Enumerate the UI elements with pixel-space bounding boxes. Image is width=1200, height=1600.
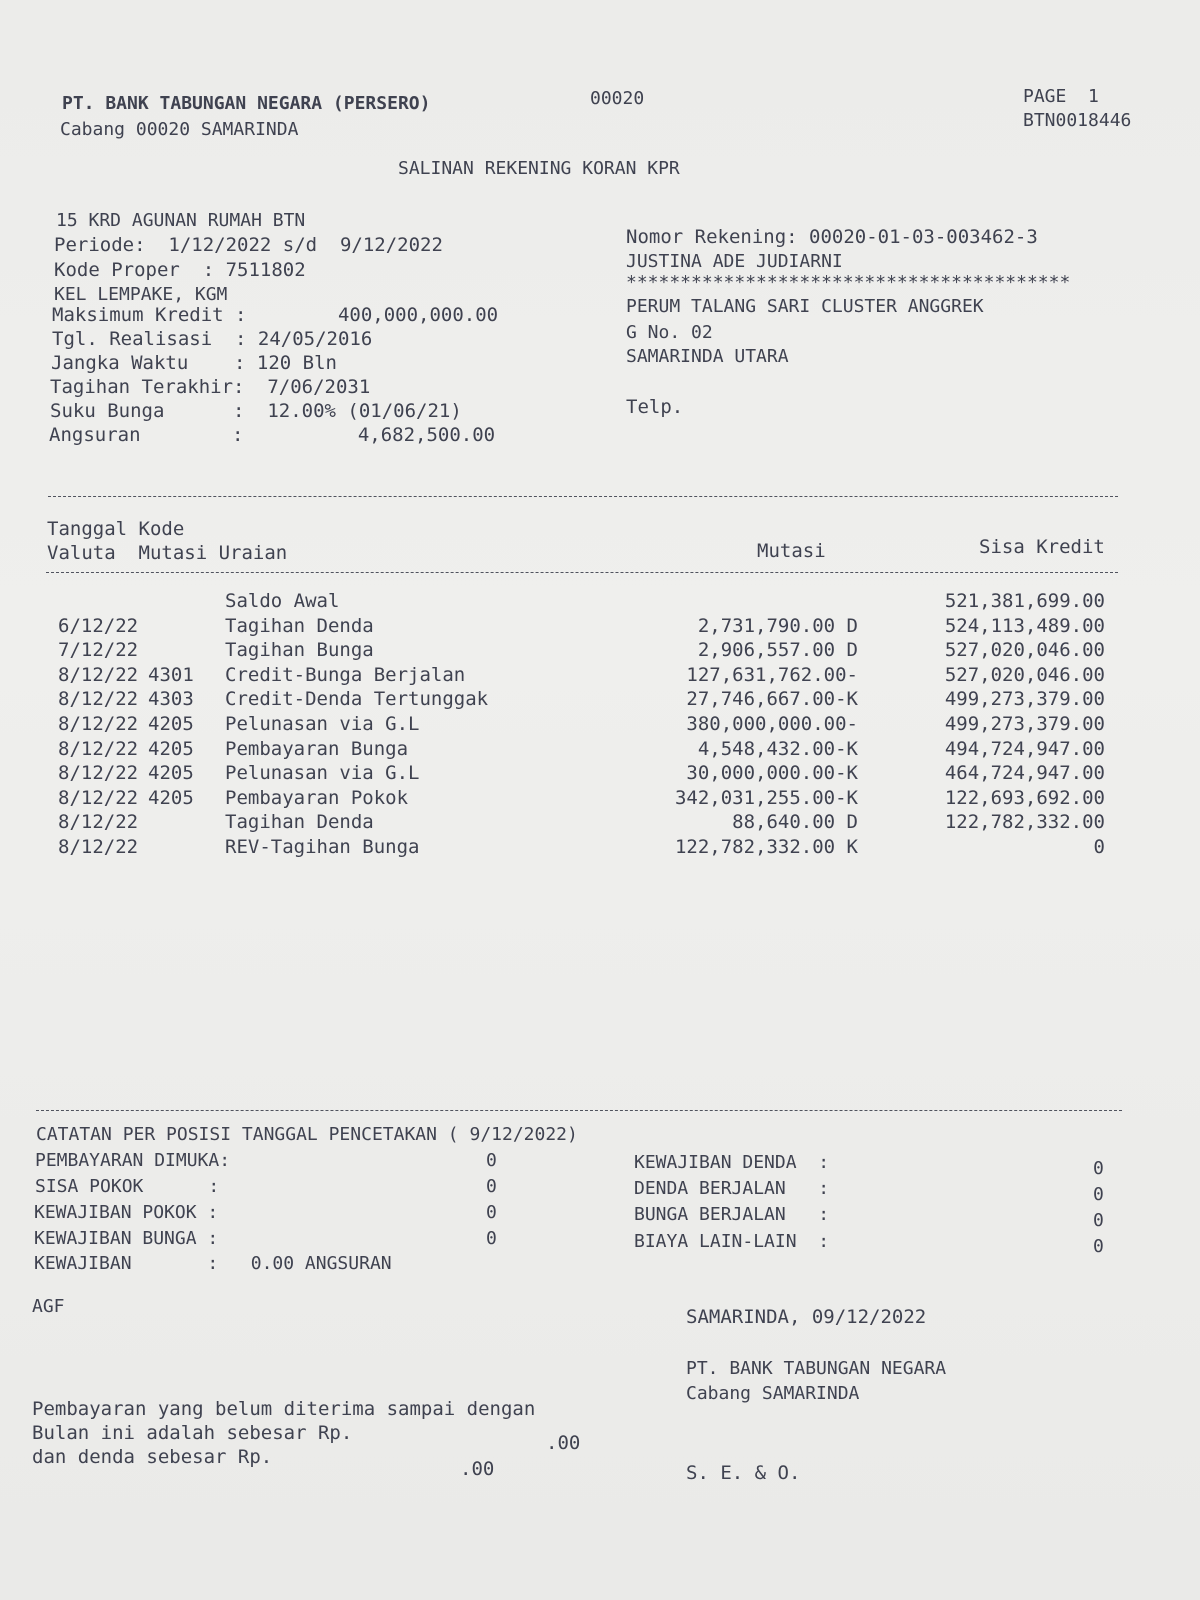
note-value: 0	[1093, 1184, 1104, 1205]
account-number: Nomor Rekening: 00020-01-03-003462-3	[626, 226, 1038, 248]
phone-label: Telp.	[626, 396, 684, 418]
row-date: 8/12/22	[58, 762, 139, 785]
note-label: DENDA BERJALAN :	[634, 1178, 830, 1199]
row-mutasi: 88,640.00 D	[732, 811, 858, 834]
row-sisa-kredit: 499,273,379.00	[944, 713, 1105, 735]
row-date: 8/12/22	[58, 688, 139, 711]
seo-mark: S. E. & O.	[686, 1462, 801, 1484]
note-label: KEWAJIBAN BUNGA :	[34, 1228, 219, 1249]
row-mutasi: 127,631,762.00-	[686, 663, 858, 686]
info-line: Maksimum Kredit : 400,000,000.00	[52, 304, 499, 326]
note-label: KEWAJIBAN DENDA :	[634, 1152, 830, 1173]
info-line: 15 KRD AGUNAN RUMAH BTN	[56, 210, 306, 231]
note-label: PEMBAYARAN DIMUKA:	[35, 1150, 231, 1171]
row-description: Credit-Bunga Berjalan	[225, 663, 466, 686]
column-header: Tanggal Kode	[47, 518, 185, 540]
info-line: Suku Bunga : 12.00% (01/06/21)	[50, 400, 462, 422]
row-sisa-kredit: 521,381,699.00	[944, 590, 1105, 612]
divider	[48, 496, 1118, 497]
note-label: BIAYA LAIN-LAIN :	[634, 1231, 830, 1252]
table-row	[0, 713, 1200, 738]
address-line: G No. 02	[626, 322, 713, 343]
table-row	[0, 787, 1200, 812]
row-date: 8/12/22	[58, 713, 139, 735]
masked-line: *****************************************	[626, 272, 1071, 293]
column-header: Valuta Mutasi Uraian	[47, 542, 288, 564]
note-label: SISA POKOK :	[35, 1176, 220, 1197]
unpaid-line: Pembayaran yang belum diterima sampai dengan	[32, 1398, 536, 1420]
info-line: Periode: 1/12/2022 s/d 9/12/2022	[54, 234, 443, 256]
initials: AGF	[32, 1296, 65, 1317]
row-sisa-kredit: 527,020,046.00	[944, 663, 1105, 686]
notes-title: CATATAN PER POSISI TANGGAL PENCETAKAN ( 9/12/2022)	[36, 1124, 578, 1145]
divider	[36, 1110, 1122, 1111]
row-description: REV-Tagihan Bunga	[225, 836, 420, 858]
row-sisa-kredit: 527,020,046.00	[944, 639, 1105, 662]
address-line: PERUM TALANG SARI CLUSTER ANGGREK	[626, 296, 984, 317]
note-value: 0	[486, 1176, 497, 1197]
row-mutasi: 2,906,557.00 D	[697, 639, 858, 662]
info-line: Jangka Waktu : 120 Bln	[51, 352, 337, 374]
row-sisa-kredit: 494,724,947.00	[944, 737, 1105, 760]
table-row	[0, 811, 1200, 836]
row-code: 4205	[148, 786, 194, 809]
row-date: 8/12/22	[58, 737, 139, 760]
branch-name: Cabang 00020 SAMARINDA	[60, 119, 299, 140]
note-value: 0	[1093, 1236, 1104, 1257]
note-label: BUNGA BERJALAN :	[634, 1204, 830, 1225]
row-date: 8/12/22	[58, 663, 139, 686]
unpaid-line: dan denda sebesar Rp.	[32, 1446, 273, 1468]
row-description: Credit-Denda Tertunggak	[225, 688, 489, 711]
row-description: Tagihan Bunga	[225, 639, 374, 662]
row-sisa-kredit: 499,273,379.00	[944, 688, 1105, 711]
branch-code: 00020	[590, 88, 645, 109]
row-description: Pelunasan via G.L	[225, 762, 420, 785]
table-row	[0, 738, 1200, 763]
sign-bank: PT. BANK TABUNGAN NEGARA	[686, 1358, 947, 1379]
note-value: 0	[1093, 1158, 1104, 1179]
place-date: SAMARINDA, 09/12/2022	[686, 1306, 927, 1328]
row-mutasi: 380,000,000.00-	[686, 713, 858, 735]
table-row	[0, 664, 1200, 689]
row-description: Tagihan Denda	[225, 614, 374, 637]
row-code: 4205	[148, 737, 194, 760]
row-description: Pelunasan via G.L	[225, 713, 420, 735]
table-row	[0, 836, 1200, 861]
table-row	[0, 615, 1200, 640]
row-mutasi: 4,548,432.00-K	[697, 737, 858, 760]
info-line: Tgl. Realisasi : 24/05/2016	[52, 328, 373, 350]
bank-name: PT. BANK TABUNGAN NEGARA (PERSERO)	[62, 93, 431, 114]
page-number: PAGE 1	[1023, 86, 1099, 107]
customer-name: JUSTINA ADE JUDIARNI	[626, 251, 843, 272]
table-row	[0, 762, 1200, 787]
row-sisa-kredit: 122,782,332.00	[944, 811, 1105, 834]
note-value: 0	[486, 1228, 497, 1249]
table-row	[0, 590, 1200, 615]
document-id: BTN0018446	[1023, 110, 1132, 131]
column-header-sisa: Sisa Kredit	[979, 536, 1105, 558]
row-code: 4205	[148, 762, 194, 785]
row-date: 7/12/22	[58, 639, 139, 662]
table-row	[0, 688, 1200, 713]
unpaid-value: .00	[460, 1458, 495, 1480]
row-description: Saldo Awal	[225, 590, 340, 612]
row-code: 4303	[148, 688, 194, 711]
table-row	[0, 639, 1200, 664]
row-sisa-kredit: 122,693,692.00	[944, 786, 1105, 809]
row-mutasi: 27,746,667.00-K	[686, 688, 858, 711]
sign-branch: Cabang SAMARINDA	[686, 1383, 860, 1404]
row-sisa-kredit: 524,113,489.00	[944, 614, 1105, 637]
address-line: SAMARINDA UTARA	[626, 346, 789, 367]
info-line: KEL LEMPAKE, KGM	[54, 284, 228, 305]
row-description: Pembayaran Bunga	[225, 737, 409, 760]
row-mutasi: 2,731,790.00 D	[697, 614, 858, 637]
row-code: 4301	[148, 663, 194, 686]
row-mutasi: 122,782,332.00 K	[674, 836, 858, 858]
info-line: Angsuran : 4,682,500.00	[49, 424, 496, 446]
row-mutasi: 342,031,255.00-K	[674, 786, 858, 809]
row-sisa-kredit: 464,724,947.00	[944, 762, 1105, 785]
row-description: Tagihan Denda	[225, 811, 374, 834]
divider	[46, 572, 1118, 573]
note-label: KEWAJIBAN POKOK :	[34, 1202, 219, 1223]
row-date: 8/12/22	[58, 811, 139, 834]
page-title: SALINAN REKENING KORAN KPR	[398, 158, 680, 179]
info-line: Tagihan Terakhir: 7/06/2031	[50, 376, 371, 398]
info-line: Kode Proper : 7511802	[54, 259, 306, 281]
note-value: 0	[486, 1150, 497, 1171]
note-value: 0	[1093, 1210, 1104, 1231]
row-code: 4205	[148, 713, 194, 735]
row-description: Pembayaran Pokok	[225, 786, 409, 809]
unpaid-value: .00	[546, 1432, 581, 1454]
row-mutasi: 30,000,000.00-K	[686, 762, 858, 785]
row-date: 8/12/22	[58, 786, 139, 809]
row-date: 8/12/22	[58, 836, 139, 858]
row-sisa-kredit: 0	[1093, 836, 1105, 858]
column-header-mutasi: Mutasi	[757, 540, 826, 562]
row-date: 6/12/22	[58, 614, 139, 637]
note-value: 0	[486, 1202, 497, 1223]
kewajiban-line: KEWAJIBAN : 0.00 ANGSURAN	[34, 1253, 392, 1274]
unpaid-line: Bulan ini adalah sebesar Rp.	[32, 1422, 353, 1444]
